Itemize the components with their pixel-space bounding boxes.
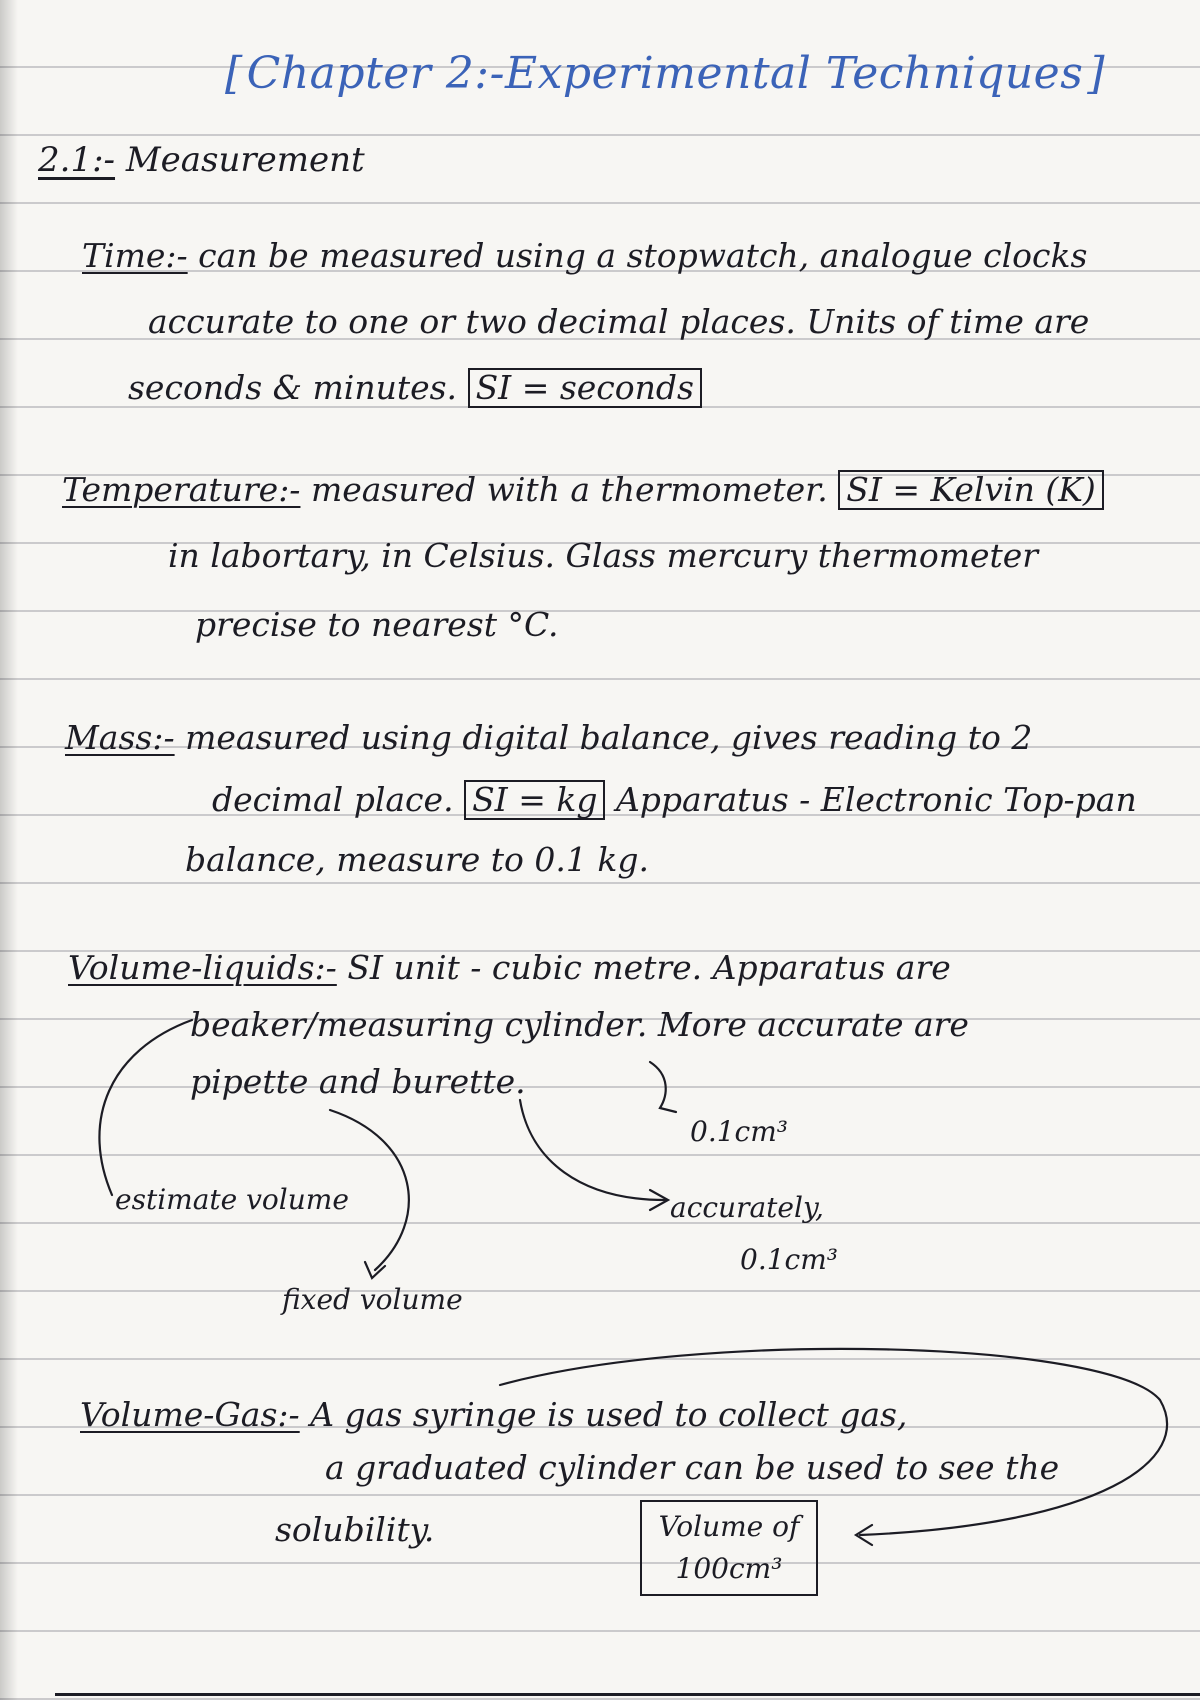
section-heading [38,140,365,180]
volume-liquids-text-1: SI unit - cubic metre. Apparatus are [347,948,951,987]
temperature-line-1 [62,470,1104,510]
volume-liquids-label: Volume-liquids:- [68,948,337,987]
volume-liquids-line-2: beaker/measuring cylinder. More accurate are [190,1005,969,1044]
volume-gas-line-3: solubility. [275,1510,435,1549]
temperature-line-2: in labortary, in Celsius. Glass mercury thermometer [168,536,1039,575]
page-bottom-rule [55,1693,1200,1696]
fixed-volume-note: fixed volume [282,1283,463,1316]
volume-gas-text-1: A gas syringe is used to collect gas, [310,1395,908,1434]
volume-gas-line-2: a graduated cylinder can be used to see the [325,1448,1060,1487]
section-number: 2.1:- [38,140,116,180]
page-title: [ Chapter 2:-Experimental Techniques ] [225,48,1105,99]
temperature-si-box: SI = Kelvin (K) [838,470,1103,510]
mass-text-2a: decimal place. [212,780,454,819]
mass-text-1: measured using digital balance, gives reading to 2 [185,718,1033,757]
fixed-arrowhead [365,1262,385,1278]
time-line-1 [82,236,1087,276]
volume-liquids-line-3: pipette and burette. [190,1062,526,1101]
time-text-1: can be measured using a stopwatch, analogue clocks [198,236,1088,275]
pipette-arrow [520,1100,665,1200]
burette-bracket [650,1062,676,1112]
time-si-box: SI = seconds [468,368,702,408]
volume-gas-label: Volume-Gas:- [80,1395,300,1434]
mass-line-1 [65,718,1032,758]
time-line-3 [128,368,702,408]
volume-liquids-line-1 [68,948,951,988]
liquids-precision-note: 0.1cm³ [690,1115,788,1148]
mass-label: Mass:- [65,718,175,757]
gas-volume-box [640,1500,818,1596]
gas-arrowhead [856,1525,872,1545]
mass-line-2 [212,780,1137,820]
temperature-line-3: precise to nearest °C. [195,605,559,644]
accurately-note: accurately, [670,1191,824,1224]
estimate-volume-note: estimate volume [115,1183,349,1216]
time-line-2: accurate to one or two decimal places. Units of time are [148,302,1090,341]
pipette-arrowhead [650,1190,668,1210]
gas-volume-box-line-1: Volume of [658,1510,800,1543]
gas-loop [500,1349,1167,1535]
temperature-label: Temperature:- [62,470,301,509]
accurately-value-note: 0.1cm³ [740,1243,838,1276]
mass-text-2b: Apparatus - Electronic Top-pan [615,780,1137,819]
mass-line-3: balance, measure to 0.1 kg. [185,840,649,879]
time-text-3: seconds & minutes. [128,368,458,407]
volume-gas-line-1 [80,1395,907,1435]
time-label: Time:- [82,236,188,275]
mass-si-box: SI = kg [464,780,605,820]
temperature-text-1: measured with a thermometer. [310,470,828,509]
gas-volume-box-line-2: 100cm³ [675,1552,783,1585]
section-name: Measurement [125,140,365,180]
estimate-loop [99,1020,192,1195]
